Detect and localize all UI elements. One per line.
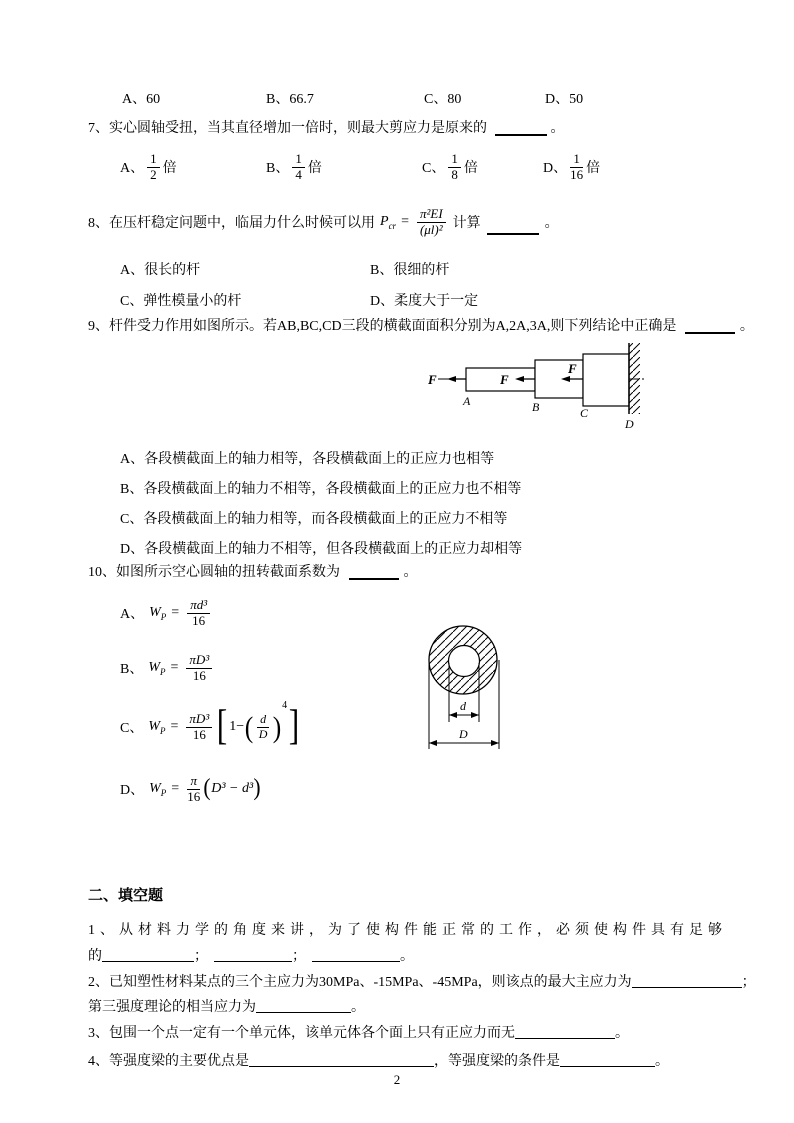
answer-blank (515, 1026, 615, 1039)
fraction (448, 152, 461, 183)
fraction (187, 774, 200, 805)
question-8-stem (88, 198, 559, 246)
section-2-title: 二、填空题 (88, 888, 164, 904)
period: 。 (544, 216, 559, 231)
answer-blank (312, 949, 400, 962)
fraction-numerator: πD³ (186, 653, 212, 669)
fraction-numerator: 1 (448, 152, 461, 168)
q10-option-d (120, 766, 261, 812)
option-label: C、 (422, 161, 446, 176)
text: 4、等强度梁的主要优点是 (88, 1054, 249, 1069)
point-label-a: A (463, 394, 471, 408)
fill-q2-line2 (88, 996, 365, 1016)
left-paren: ( (244, 710, 254, 744)
prev-option-b: B、66.7 (266, 92, 314, 107)
answer-blank (632, 975, 742, 988)
var-symbol: W (148, 659, 161, 675)
var-subscript: P (160, 611, 167, 622)
period: 。 (655, 1054, 669, 1069)
fraction-denominator: 16 (192, 612, 206, 628)
option-unit: 倍 (307, 161, 322, 176)
formula-variable (148, 660, 165, 677)
fill-q1-line1: 1、从材料力学的角度来讲，为了使构件能正常的工作，必须使构件具有足够 (88, 923, 727, 938)
fraction-denominator: 16 (570, 166, 584, 182)
left-paren: ( (203, 775, 211, 802)
q8-option-d: D、柔度大于一定 (370, 294, 479, 309)
q9-figure-stepped-bar (423, 336, 655, 436)
semicolon: ； (741, 975, 756, 990)
text: 的 (88, 949, 102, 964)
right-paren: ) (253, 775, 261, 802)
inner-fraction (257, 713, 269, 742)
fraction (187, 598, 210, 629)
answer-blank (560, 1054, 655, 1067)
q9-option-c: C、各段横截面上的轴力相等，而各段横截面上的正应力不相等 (120, 512, 508, 527)
var-symbol: P (380, 213, 389, 229)
period: 。 (400, 949, 414, 964)
q10-option-b (120, 645, 215, 691)
q8-option-b: B、很细的杆 (370, 263, 450, 278)
answer-blank (249, 1054, 434, 1067)
force-arrowhead-a (447, 376, 456, 382)
period: 。 (615, 1026, 629, 1041)
option-label: C、 (120, 721, 144, 736)
fraction-denominator: 16 (192, 667, 206, 683)
fraction (147, 152, 160, 183)
text: ，等强度梁的条件是 (434, 1054, 560, 1069)
period: 。 (550, 121, 565, 136)
question-10-stem (88, 561, 418, 581)
wall-hatching (629, 343, 640, 414)
fill-q4 (88, 1050, 669, 1070)
var-subscript: cr (388, 220, 397, 231)
fraction-denominator: (μl)² (419, 221, 443, 237)
inner-diameter-label: d (460, 699, 466, 713)
option-unit: 倍 (463, 161, 478, 176)
fraction-numerator: d (257, 713, 269, 728)
option-label: B、 (120, 662, 144, 677)
fraction (570, 152, 583, 183)
formula-variable (380, 214, 396, 231)
prev-option-c: C、80 (424, 92, 462, 107)
point-label-c: C (580, 406, 589, 420)
exponent: 4 (282, 700, 288, 711)
option-unit: 倍 (586, 161, 601, 176)
fraction (417, 207, 446, 238)
q7-option-d (543, 144, 600, 190)
formula-variable (149, 781, 166, 798)
fraction-numerator: π (187, 774, 200, 790)
fraction-denominator: 4 (295, 166, 302, 182)
outer-diameter-label: D (459, 727, 468, 741)
bracket-term: 1− (229, 719, 245, 734)
q10-option-a (120, 590, 213, 636)
stem-text: 8、在压杆稳定问题中，临届力什么时候可以用 (88, 216, 375, 231)
var-subscript: P (160, 787, 167, 798)
paren-term: D³ − d³ (211, 781, 254, 796)
var-symbol: W (149, 780, 161, 796)
equals-sign: = (171, 781, 180, 796)
fraction-denominator: 2 (150, 166, 157, 182)
answer-blank (102, 949, 194, 962)
fraction-denominator: D (258, 726, 268, 741)
semicolon: ； (194, 949, 208, 964)
formula-variable (148, 719, 165, 736)
option-label: B、 (266, 161, 290, 176)
fraction-denominator: 8 (451, 166, 458, 182)
answer-blank (495, 122, 547, 136)
prev-option-a: A、60 (122, 92, 161, 107)
q9-option-a: A、各段横截面上的轴力相等，各段横截面上的正应力也相等 (120, 452, 495, 467)
point-label-b: B (532, 400, 540, 414)
q8-option-c: C、弹性模量小的杆 (120, 294, 242, 309)
option-label: D、 (543, 161, 568, 176)
q7-option-b (266, 144, 322, 190)
semicolon: ； (292, 949, 306, 964)
stem-text: 7、实心圆轴受扭，当其直径增加一倍时，则最大剪应力是原来的 (88, 121, 487, 136)
stem-text: 10、如图所示空心圆轴的扭转截面系数为 (88, 565, 340, 580)
var-subscript: P (160, 666, 166, 677)
stem-text-after: 计算 (452, 216, 481, 231)
dim-arrowhead (429, 740, 437, 746)
fraction-numerator: πD³ (186, 712, 212, 728)
dim-arrowhead (471, 712, 479, 718)
point-label-d: D (625, 417, 634, 431)
page-number: 2 (393, 1072, 401, 1087)
q10-figure-hollow-shaft (413, 616, 517, 758)
equals-sign: = (171, 605, 180, 620)
fraction-numerator: 1 (570, 152, 583, 168)
answer-blank (685, 320, 735, 334)
q7-option-a (120, 144, 177, 190)
answer-blank (214, 949, 292, 962)
text: 第三强度理论的相当应力为 (88, 1000, 256, 1015)
right-bracket: ] (288, 703, 300, 750)
answer-blank (487, 221, 539, 235)
fraction (186, 712, 212, 743)
var-symbol: W (149, 604, 161, 620)
force-label-f2: F (500, 372, 509, 387)
dim-arrowhead (491, 740, 499, 746)
fraction (292, 152, 305, 183)
answer-blank (349, 566, 399, 580)
left-bracket: [ (216, 703, 228, 750)
formula-variable (149, 605, 166, 622)
q9-option-b: B、各段横截面上的轴力不相等，各段横截面上的正应力也不相等 (120, 482, 522, 497)
option-unit: 倍 (162, 161, 177, 176)
q10-option-c (120, 698, 301, 756)
prev-option-d: D、50 (545, 92, 584, 107)
fill-q2-line1 (88, 971, 756, 991)
answer-blank (256, 1000, 351, 1013)
right-paren: ) (272, 710, 282, 744)
fraction-denominator: 16 (187, 788, 201, 804)
stem-text: 9、杆件受力作用如图所示。若AB,BC,CD三段的横截面面积分别为A,2A,3A,则下列结论中正确是 (88, 319, 677, 334)
option-label: D、 (120, 783, 145, 798)
fraction-numerator: 1 (292, 152, 305, 168)
fraction-denominator: 16 (192, 726, 206, 742)
fraction (186, 653, 212, 684)
period: 。 (351, 1000, 365, 1015)
q7-option-c (422, 144, 478, 190)
equals-sign: = (170, 660, 179, 675)
question-7-stem (88, 117, 565, 137)
fill-q3 (88, 1022, 629, 1042)
dim-arrowhead (449, 712, 457, 718)
fraction-numerator: 1 (147, 152, 160, 168)
text: 3、包围一个点一定有一个单元体，该单元体各个面上只有正应力而无 (88, 1026, 515, 1041)
period: 。 (403, 565, 418, 580)
var-subscript: P (160, 725, 166, 736)
q9-option-d: D、各段横截面上的轴力不相等，但各段横截面上的正应力却相等 (120, 542, 523, 557)
fraction-numerator: πd³ (187, 598, 210, 614)
equals-sign: = (401, 214, 409, 229)
question-9-stem (88, 315, 754, 335)
q8-option-a: A、很长的杆 (120, 263, 201, 278)
equals-sign: = (170, 719, 179, 734)
fraction-numerator: π²EI (417, 207, 446, 223)
force-label-f1: F (428, 372, 437, 387)
period: 。 (739, 319, 754, 334)
inner-circle (449, 646, 480, 677)
option-label: A、 (120, 607, 145, 622)
option-label: A、 (120, 161, 145, 176)
bar-segment-cd (583, 354, 629, 406)
text: 2、已知塑性材料某点的三个主应力为30MPa、-15MPa、-45MPa，则该点的最大主应力为 (88, 975, 632, 990)
force-label-f3: F (568, 361, 577, 376)
var-symbol: W (148, 718, 161, 734)
fill-q1-line2 (88, 945, 414, 965)
